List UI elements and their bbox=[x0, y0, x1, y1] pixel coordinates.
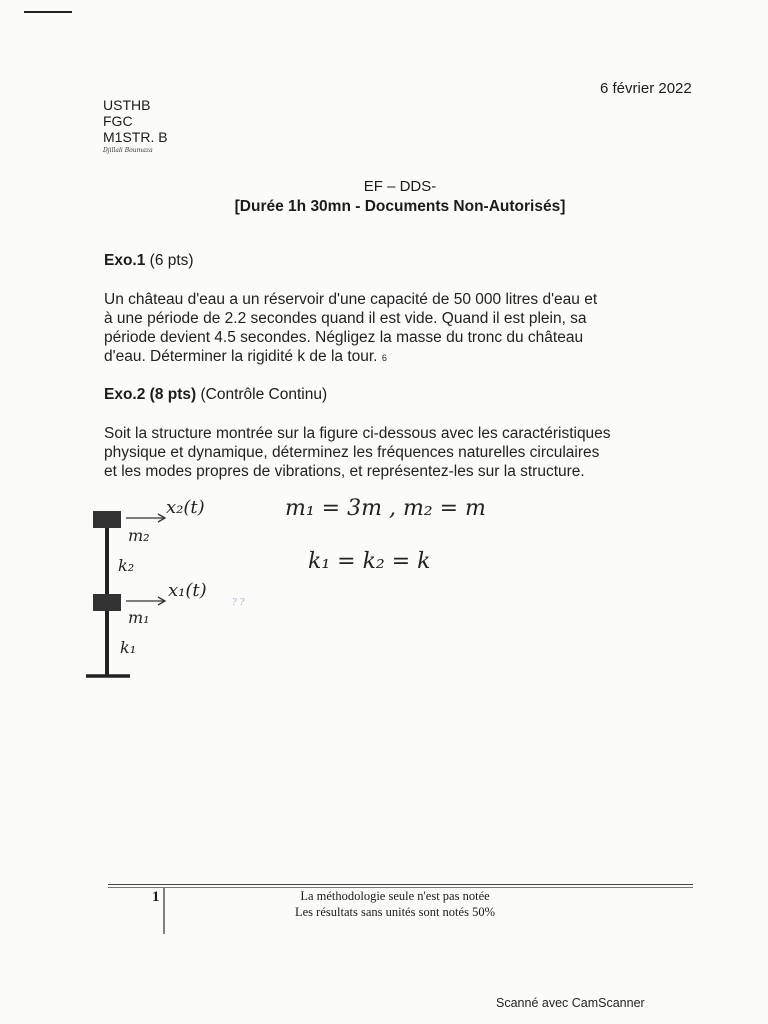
exo2-line: Soit la structure montrée sur la figure ci-dessous avec les caractéristiques bbox=[104, 425, 611, 442]
exo2-points: (8 pts) bbox=[149, 386, 197, 403]
label-x1: x₁(t) bbox=[168, 580, 207, 601]
exo2-note: (Contrôle Continu) bbox=[200, 386, 328, 403]
exo1-line: d'eau. Déterminer la rigidité k de la tour. bbox=[104, 348, 378, 365]
label-m1: m₁ bbox=[128, 608, 150, 627]
exo2-line: et les modes propres de vibrations, et représentez-les sur la structure. bbox=[104, 463, 585, 480]
exo1-margin-mark: 6 bbox=[381, 353, 387, 363]
mass-relations: m₁ = 3m , m₂ = m bbox=[285, 496, 486, 521]
exo2-label: Exo.2 bbox=[104, 386, 146, 403]
exam-title-line2: [Durée 1h 30mn - Documents Non-Autorisés] bbox=[234, 198, 566, 215]
exo1-line: période devient 4.5 secondes. Négligez la masse du tronc du château bbox=[104, 329, 584, 346]
stiffness-relations: k₁ = k₂ = k bbox=[308, 549, 431, 574]
footer-notes bbox=[295, 888, 495, 920]
author-signature: Djillali Boumaza bbox=[103, 147, 153, 154]
exam-title-line1: EF – DDS- bbox=[363, 178, 437, 195]
exo1-line: à une période de 2.2 secondes quand il est vide. Quand il est plein, sa bbox=[104, 310, 587, 327]
label-x2: x₂(t) bbox=[166, 497, 205, 518]
exo1-line: Un château d'eau a un réservoir d'une capacité de 50 000 litres d'eau et bbox=[104, 291, 598, 308]
scanner-watermark: Scanné avec CamScanner bbox=[496, 996, 645, 1010]
footer-note-methodology: La méthodologie seule n'est pas notée bbox=[300, 889, 490, 903]
footer-note-units: Les résultats sans unités sont notés 50% bbox=[295, 905, 495, 919]
exo2-line: physique et dynamique, déterminez les fréquences naturelles circulaires bbox=[104, 444, 600, 461]
stray-mark: ? ? bbox=[232, 598, 245, 608]
label-k2: k₂ bbox=[118, 556, 135, 575]
class-name: M1STR. B bbox=[103, 129, 168, 145]
exo1-label: Exo.1 bbox=[104, 252, 146, 269]
page-number: 1 bbox=[152, 889, 160, 905]
exam-date: 6 février 2022 bbox=[600, 80, 692, 97]
university-name: USTHB bbox=[103, 97, 151, 113]
exo1-points: (6 pts) bbox=[149, 252, 194, 269]
faculty-name: FGC bbox=[103, 113, 133, 129]
label-k1: k₁ bbox=[120, 638, 137, 657]
label-m2: m₂ bbox=[128, 526, 150, 545]
